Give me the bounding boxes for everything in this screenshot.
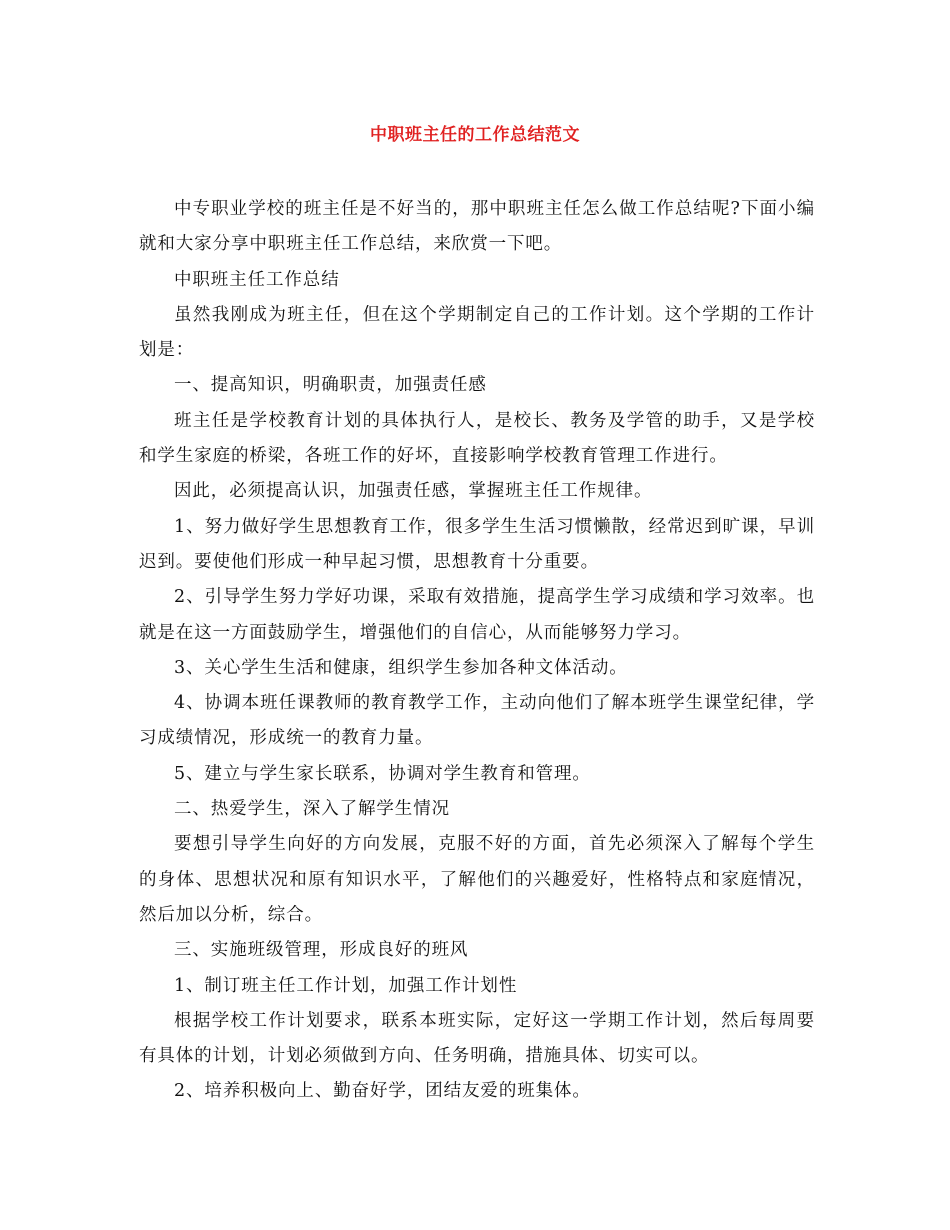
document-title: 中职班主任的工作总结范文 — [370, 125, 580, 145]
paragraph: 2、培养积极向上、勤奋好学，团结友爱的班集体。 — [174, 1081, 591, 1102]
paragraph: 3、关心学生生活和健康，组织学生参加各种文体活动。 — [174, 657, 628, 678]
paragraph: 一、提高知识，明确职责，加强责任感 — [174, 375, 487, 396]
document-body — [139, 192, 815, 1110]
paragraph: 班主任是学校教育计划的具体执行人，是校长、教务及学管的助手，又是学校和学生家庭的桥梁，各班工作的好坏，直接影响学校教育管理工作进行。 — [139, 410, 815, 467]
paragraph: 二、热爱学生，深入了解学生情况 — [174, 799, 450, 820]
paragraph: 1、努力做好学生思想教育工作，很多学生生活习惯懒散，经常迟到旷课，早训迟到。要使他们形成一种早起习惯，思想教育十分重要。 — [139, 516, 815, 572]
paragraph: 因此，必须提高认识，加强责任感，掌握班主任工作规律。 — [174, 481, 653, 502]
paragraph: 根据学校工作计划要求，联系本班实际，定好这一学期工作计划，然后每周要有具体的计划，计划必须做到方向、任务明确，措施具体、切实可以。 — [139, 1010, 815, 1067]
paragraph: 中专职业学校的班主任是不好当的，那中职班主任怎么做工作总结呢?下面小编就和大家分享中职班主任工作总结，来欣赏一下吧。 — [139, 199, 815, 255]
paragraph: 5、建立与学生家长联系，协调对学生教育和管理。 — [174, 763, 591, 784]
paragraph: 中职班主任工作总结 — [174, 269, 340, 290]
paragraph: 4、协调本班任课教师的教育教学工作，主动向他们了解本班学生课堂纪律，学习成绩情况，形成统一的教育力量。 — [139, 693, 815, 749]
paragraph: 要想引导学生向好的方向发展，克服不好的方面，首先必须深入了解每个学生的身体、思想状况和原有知识水平，了解他们的兴趣爱好，性格特点和家庭情况，然后加以分析，综合。 — [139, 834, 815, 925]
paragraph: 虽然我刚成为班主任，但在这个学期制定自己的工作计划。这个学期的工作计划是： — [139, 304, 815, 361]
paragraph: 三、实施班级管理，形成良好的班风 — [174, 940, 469, 961]
paragraph: 2、引导学生努力学好功课，采取有效措施，提高学生学习成绩和学习效率。也就是在这一方面鼓励学生，增强他们的自信心，从而能够努力学习。 — [139, 587, 815, 643]
paragraph: 1、制订班主任工作计划，加强工作计划性 — [174, 975, 518, 996]
